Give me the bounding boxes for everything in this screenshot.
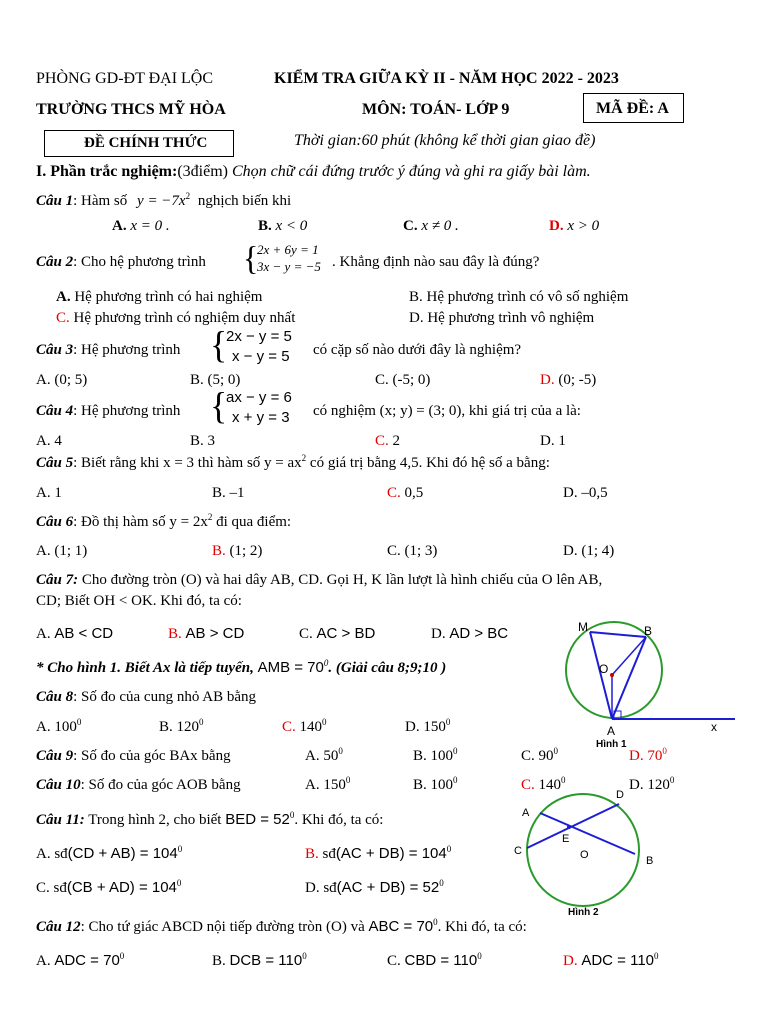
- question-10: Câu 10: Số đo của góc AOB bằng: [36, 777, 241, 793]
- segment-ob: [612, 637, 646, 675]
- label-m: M: [578, 620, 588, 634]
- q9-option-d: D. $70^0$: [629, 746, 667, 764]
- label-e: E: [562, 833, 570, 845]
- q6-option-a: A. (1; 1): [36, 543, 88, 559]
- q7-option-c: C. AC > BD: [299, 625, 376, 642]
- q7-option-d: D. AD > BC: [431, 625, 509, 642]
- center-dot: [610, 673, 614, 677]
- question-9: Câu 9: Số đo của góc BAx bằng: [36, 748, 231, 764]
- q8-option-a: A. $100^0$: [36, 717, 82, 735]
- q6-option-c: C. (1; 3): [387, 543, 438, 559]
- q5-option-b: B. –1: [212, 485, 245, 501]
- figure-1-caption: Hình 1: [596, 739, 627, 750]
- q6-option-d: D. (1; 4): [563, 543, 615, 559]
- question-7-line2: CD; Biết OH < OK. Khi đó, ta có:: [36, 593, 242, 609]
- figure-1-note: * Cho hình 1. Biết Ax là tiếp tuyến, AMB = $70^0$. (Giải câu 8;9;10 ): [36, 658, 447, 676]
- q3-brace: {: [210, 324, 228, 366]
- q4-option-b: B. 3: [190, 433, 216, 449]
- q3-tail: có cặp số nào dưới đây là nghiệm?: [313, 342, 522, 358]
- question-5: Câu 5: Biết rằng khi x = 3 thì hàm số $y = ax^2$ có giá trị bằng 4,5. Khi đó hệ số a bằng:: [36, 453, 550, 471]
- label-o: O: [599, 662, 609, 676]
- q8-option-d: D. $150^0$: [405, 717, 451, 735]
- department: PHÒNG GD-ĐT ĐẠI LỘC: [36, 70, 214, 87]
- q1-option-a: A. x = 0 .: [112, 218, 170, 234]
- question-6: Câu 6: Đồ thị hàm số $y = 2x^2$ đi qua điểm:: [36, 512, 292, 530]
- q3-option-a: A. (0; 5): [36, 372, 88, 388]
- q4-option-d: D. 1: [540, 433, 566, 449]
- q9-option-a: A. $50^0$: [305, 746, 343, 764]
- q2-option-b: B. Hệ phương trình có vô số nghiệm: [409, 289, 629, 305]
- q1-option-b: B. x < 0: [258, 218, 308, 234]
- label-o: O: [580, 849, 589, 861]
- q1-option-d: D. x > 0: [549, 218, 600, 234]
- question-3: Câu 3: Hệ phương trình: [36, 342, 181, 358]
- question-11: Câu 11: Trong hình 2, cho biết BED = $52^0$. Khi đó, ta có:: [36, 810, 384, 828]
- question-4: Câu 4: Hệ phương trình: [36, 403, 181, 419]
- official-label: ĐỀ CHÍNH THỨC: [84, 135, 208, 151]
- q2-option-a: A. Hệ phương trình có hai nghiệm: [56, 289, 263, 305]
- q7-option-b: B. AB > CD: [168, 625, 245, 642]
- q3-option-b: B. (5; 0): [190, 372, 241, 388]
- label-c: C: [514, 845, 522, 857]
- q11-option-c: C. sđ(CB + $AD) = 104^0$: [36, 878, 182, 896]
- q9-option-b: B. $100^0$: [413, 746, 458, 764]
- q2-system: 2x + 6y = 1 3x − y = −5: [257, 242, 321, 274]
- q3-system: 2x − y = 5 x − y = 5: [226, 328, 292, 365]
- q11-option-d: D. sđ(AC + $DB) = 52^0$: [305, 878, 444, 896]
- segment-mb: [590, 632, 646, 637]
- q2-tail: . Khẳng định nào sau đây là đúng?: [332, 254, 540, 270]
- q5-option-c: C. 0,5: [387, 485, 424, 501]
- exam-code: MÃ ĐỀ: A: [596, 100, 669, 117]
- q2-option-c: C. Hệ phương trình có nghiệm duy nhất: [56, 310, 296, 326]
- q6-option-b: B. (1; 2): [212, 543, 263, 559]
- school-name: TRƯỜNG THCS MỸ HÒA: [36, 101, 226, 118]
- question-8: Câu 8: Số đo của cung nhỏ AB bằng: [36, 689, 257, 705]
- q4-option-c: C. 2: [375, 433, 401, 449]
- label-x: x: [711, 720, 717, 734]
- q5-option-d: D. –0,5: [563, 485, 608, 501]
- q9-option-c: C. $90^0$: [521, 746, 559, 764]
- question-7: Câu 7: Cho đường tròn (O) và hai dây AB, CD. Gọi H, K lần lượt là hình chiếu của O lên AB,: [36, 572, 603, 588]
- q4-system: ax − y = 6 x + y = 3: [226, 389, 292, 426]
- label-b: B: [644, 624, 653, 638]
- q11-option-a: A. sđ(CD + $AB) = 104^0$: [36, 844, 183, 862]
- q5-option-a: A. 1: [36, 485, 62, 501]
- q10-option-b: B. $100^0$: [413, 775, 458, 793]
- q8-option-b: B. $120^0$: [159, 717, 204, 735]
- q1-option-c: C. x ≠ 0 .: [403, 218, 459, 234]
- q4-brace: {: [210, 385, 228, 427]
- q2-brace: {: [243, 239, 259, 277]
- question-2: Câu 2: Cho hệ phương trình: [36, 254, 206, 270]
- time-note: Thời gian:60 phút (không kể thời gian giao đề): [294, 132, 596, 149]
- exam-title: KIỂM TRA GIỮA KỲ II - NĂM HỌC 2022 - 2023: [274, 70, 619, 87]
- label-a: A: [607, 724, 616, 738]
- question-1: Câu 1: Hàm số $y = -7x^2$ nghịch biến khi: [36, 191, 292, 209]
- q8-option-c: C. $140^0$: [282, 717, 327, 735]
- question-12: Câu 12: Cho tứ giác ABCD nội tiếp đường tròn (O) và ABC = $70^0$. Khi đó, ta có:: [36, 917, 527, 935]
- q10-option-d: D. $120^0$: [629, 775, 675, 793]
- q12-option-a: A. ADC = $70^0$: [36, 951, 125, 969]
- label-a: A: [522, 807, 530, 819]
- q12-option-d: D. ADC = $110^0$: [563, 951, 659, 969]
- q3-option-d: D. (0; -5): [540, 372, 597, 388]
- q4-option-a: A. 4: [36, 433, 62, 449]
- q4-tail: có nghiệm (x; y) = (3; 0), khi giá trị của a là:: [313, 403, 581, 419]
- subject: MÔN: TOÁN- LỚP 9: [362, 101, 510, 118]
- q10-option-a: A. $150^0$: [305, 775, 351, 793]
- q7-option-a: A. AB < CD: [36, 625, 114, 642]
- q3-option-c: C. (-5; 0): [375, 372, 431, 388]
- q12-option-c: C. CBD = $110^0$: [387, 951, 482, 969]
- point-e: [567, 825, 571, 829]
- figure-2-caption: Hình 2: [568, 907, 599, 918]
- segment-ab: [612, 637, 646, 719]
- label-b: B: [646, 855, 654, 867]
- q12-option-b: B. DCB = $110^0$: [212, 951, 307, 969]
- figure-1: [560, 615, 740, 755]
- section-heading: I. Phần trắc nghiệm:(3điểm) Chọn chữ cái đứng trước ý đúng và ghi ra giấy bài làm.: [36, 163, 591, 180]
- q2-option-d: D. Hệ phương trình vô nghiệm: [409, 310, 595, 326]
- q10-option-c: C. $140^0$: [521, 775, 566, 793]
- figure-2: [508, 782, 668, 922]
- q11-option-b: B. sđ(AC + $DB) = 104^0$: [305, 844, 452, 862]
- label-d: D: [616, 789, 624, 801]
